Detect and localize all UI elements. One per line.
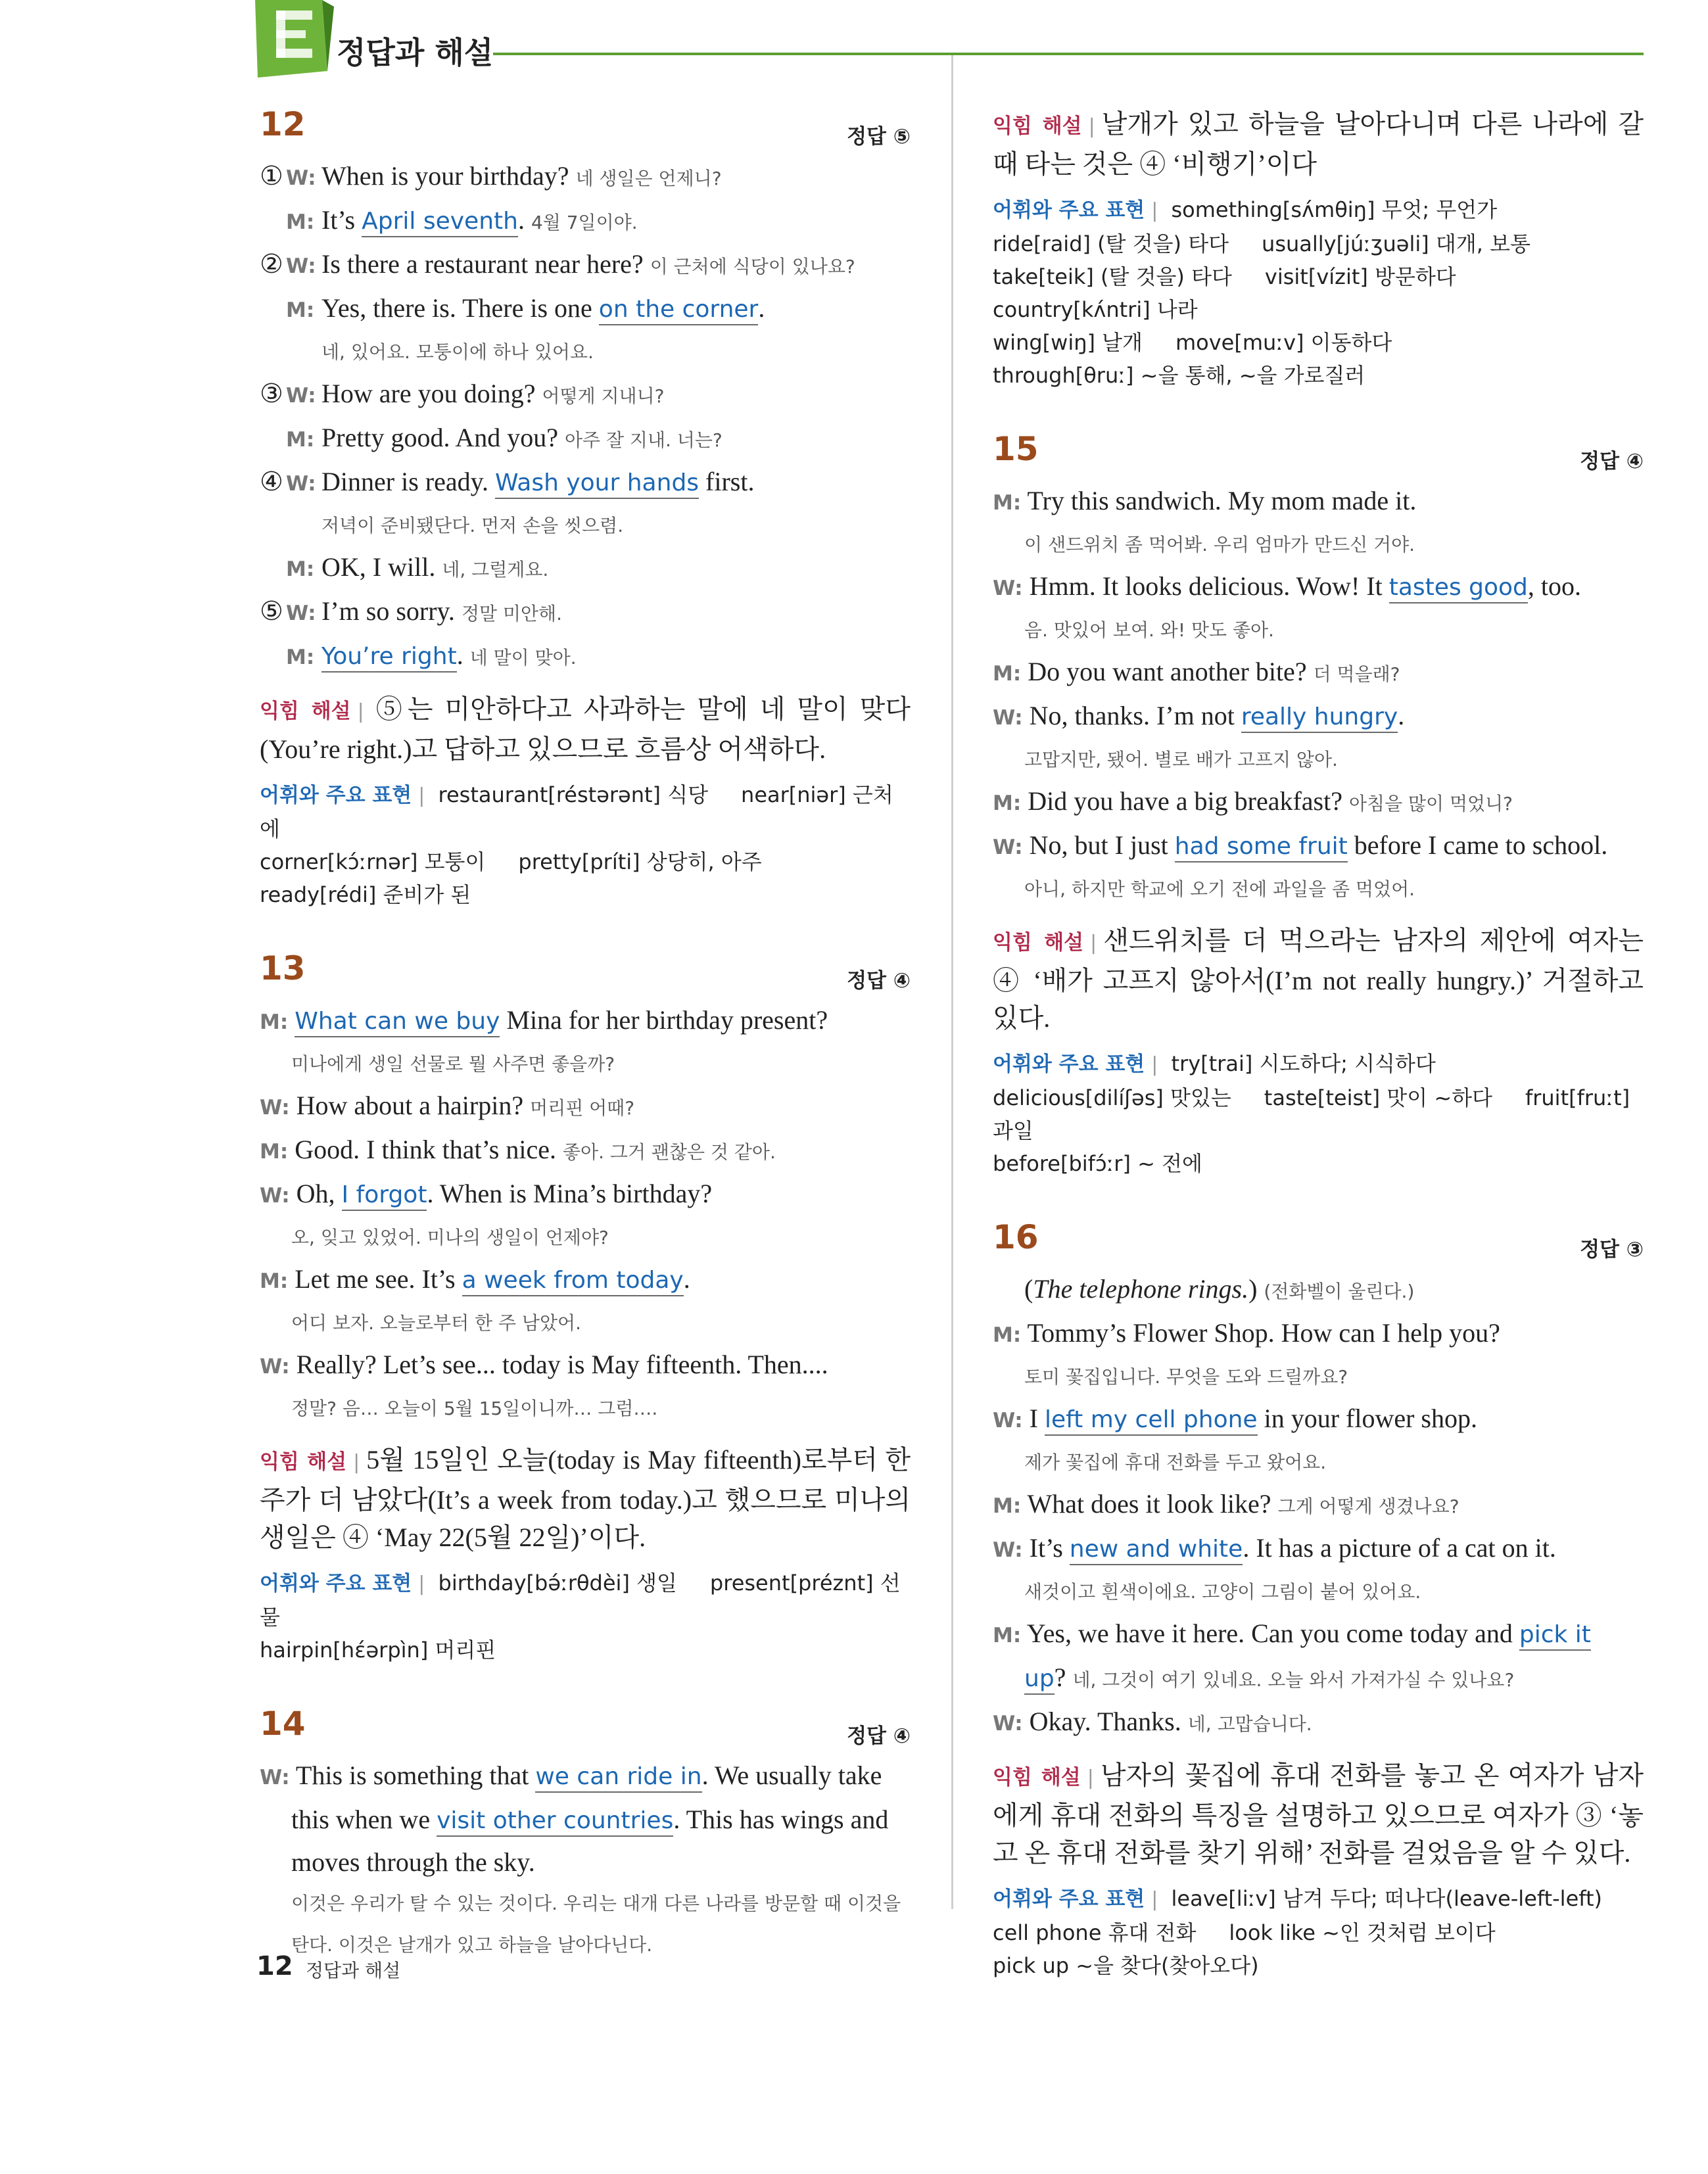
dialogue-line: W: This is something that we can ride in. We usually take bbox=[260, 1755, 911, 1799]
translation: 이것은 우리가 탈 수 있는 것이다. 우리는 대개 다른 나라를 방문할 때 이것을 탄다. 이것은 날개가 있고 하늘을 날아다닌다. bbox=[291, 1893, 901, 1956]
column-divider bbox=[951, 55, 953, 1909]
dialogue-line: W: Oh, I forgot. When is Mina’s birthday? bbox=[260, 1173, 911, 1217]
translation: 저녁이 준비됐단다. 먼저 손을 씻으렴. bbox=[321, 515, 624, 536]
explanation: 익힘 해설 | 5월 15일인 오늘(today is May fifteenth)로부터 한 주가 더 남았다(It’s a week from today.)고 했으므로 미나의 생일은 ④ ‘May 22(5월 22일)’이다. bbox=[260, 1445, 911, 1552]
question-16 bbox=[993, 1218, 1644, 1982]
translation: 새것이고 흰색이에요. 고양이 그림이 붙어 있어요. bbox=[1024, 1581, 1421, 1603]
dialogue-line: M: Did you have a big breakfast? 아침을 많이 먹었니? bbox=[993, 786, 1513, 816]
answer-label: 정답 ⑤ bbox=[847, 125, 911, 149]
dialogue-line: W: Really? Let’s see... today is May fifteenth. Then.... bbox=[260, 1350, 828, 1379]
dialogue-line: M: What can we buy Mina for her birthday present? bbox=[260, 999, 911, 1043]
question-number: 16 bbox=[993, 1218, 1039, 1256]
dialogue-line: W: It’s new and white. It has a picture of a cat on it. bbox=[993, 1527, 1644, 1571]
translation: 어디 보자. 오늘로부터 한 주 남았어. bbox=[291, 1312, 581, 1334]
question-14-continued bbox=[993, 105, 1644, 392]
section-tab-logo bbox=[250, 0, 335, 79]
translation: 토미 꽃집입니다. 무엇을 도와 드릴까요? bbox=[1024, 1366, 1348, 1388]
dialogue-line: W: No, but I just had some fruit before I came to school. bbox=[993, 824, 1644, 868]
dialogue-line: moves through the sky. bbox=[291, 1847, 535, 1877]
question-12 bbox=[260, 105, 911, 911]
header-rule bbox=[493, 53, 1644, 55]
dialogue-line: ④ W: Dinner is ready. Wash your hands first. bbox=[260, 461, 911, 505]
right-column bbox=[993, 105, 1644, 1982]
dialogue-line: M: Tommy’s Flower Shop. How can I help you? bbox=[993, 1318, 1500, 1348]
dialogue-line: M: Let me see. It’s a week from today. bbox=[260, 1258, 911, 1302]
translation: 이 샌드위치 좀 먹어봐. 우리 엄마가 만드신 거야. bbox=[1024, 534, 1415, 555]
dialogue-line: ⑤ W: I’m so sorry. 정말 미안해. bbox=[260, 596, 562, 626]
translation: 음. 맛있어 보여. 와! 맛도 좋아. bbox=[1024, 619, 1274, 641]
footer-title: 정답과 해설 bbox=[306, 1960, 401, 1981]
left-column bbox=[260, 105, 911, 1966]
vocabulary: 어휘와 주요 표현 | something[sʌ́mθiŋ] 무엇; 무언가 ride[raid] (탈 것을) 타다 usually[júːʒuəli] 대개, 보통 take[teik] (탈 것을) 타다 visit[vízit] 방문하다country[kʌ́ntri] 나라 wing[wiŋ] 날개 move[muːv] 이동하다 through[θruː] ~을 통해, ~을 가로질러 bbox=[993, 197, 1530, 388]
answer-label: 정답 ③ bbox=[1580, 1238, 1644, 1262]
dialogue-line: M: It’s April seventh. 4월 7일이야. bbox=[260, 199, 911, 243]
explanation: 익힘 해설 | ⑤는 미안하다고 사과하는 말에 네 말이 맞다(You’re right.)고 답하고 있으므로 흐름상 어색하다. bbox=[260, 694, 911, 764]
translation: 아니, 하지만 학교에 오기 전에 과일을 좀 먹었어. bbox=[1024, 878, 1415, 900]
translation: 정말? 음… 오늘이 5월 15일이니까… 그럼…. bbox=[291, 1398, 658, 1419]
dialogue-line: M: Pretty good. And you? 아주 잘 지내. 너는? bbox=[286, 423, 723, 452]
dialogue-line: ② W: Is there a restaurant near here? 이 근처에 식당이 있나요? bbox=[260, 249, 855, 279]
question-number: 15 bbox=[993, 430, 1039, 468]
answer-label: 정답 ④ bbox=[1580, 450, 1644, 473]
dialogue-line: ① W: When is your birthday? 네 생일은 언제니? bbox=[260, 161, 722, 191]
dialogue-line: W: I left my cell phone in your flower shop. bbox=[993, 1398, 1644, 1442]
explanation: 익힘 해설 | 날개가 있고 하늘을 날아다니며 다른 나라에 갈 때 타는 것은 ④ ‘비행기’이다 bbox=[993, 109, 1644, 179]
dialogue-line: M: OK, I will. 네, 그럴게요. bbox=[286, 552, 549, 582]
translation: 오, 잊고 있었어. 미나의 생일이 언제야? bbox=[291, 1227, 609, 1248]
vocabulary: 어휘와 주요 표현 | birthday[bə́ːrθdèi] 생일 present[préznt] 선물 hairpin[hɛ́ərpìn] 머리핀 bbox=[260, 1571, 901, 1663]
dialogue-line: M: Try this sandwich. My mom made it. bbox=[993, 486, 1417, 515]
vocabulary: 어휘와 주요 표현 | try[trai] 시도하다; 시식하다 delicious[dilíʃəs] 맛있는 taste[teist] 맛이 ~하다 fruit[fruːt] 과일 before[bifɔ́ːr] ~ 전에 bbox=[993, 1051, 1630, 1176]
question-number: 14 bbox=[260, 1705, 306, 1743]
explanation: 익힘 해설 | 샌드위치를 더 먹으라는 남자의 제안에 여자는 ④ ‘배가 고프지 않아서(I’m not really hungry.)’ 거절하고 있다. bbox=[993, 926, 1644, 1033]
answer-label: 정답 ④ bbox=[847, 969, 911, 993]
dialogue-line: W: Okay. Thanks. 네, 고맙습니다. bbox=[993, 1707, 1312, 1736]
dialogue-line: M: Do you want another bite? 더 먹을래? bbox=[993, 657, 1400, 686]
dialogue-line: up? 네, 그것이 여기 있네요. 오늘 와서 가져가실 수 있나요? bbox=[1024, 1657, 1644, 1701]
vocabulary: 어휘와 주요 표현 | restaurant[réstərənt] 식당 near[niər] 근처에 corner[kɔ́ːrnər] 모퉁이 pretty[príti] 상당히, 아주 ready[rédi] 준비가 된 bbox=[260, 782, 893, 907]
translation: 고맙지만, 됐어. 별로 배가 고프지 않아. bbox=[1024, 749, 1338, 770]
header-title: 정답과 해설 bbox=[337, 35, 494, 70]
dialogue-line: M: Yes, there is. There is one on the corner. bbox=[260, 287, 911, 331]
stage-direction: (The telephone rings.) (전화벨이 울린다.) bbox=[1024, 1274, 1415, 1304]
question-number: 13 bbox=[260, 949, 306, 987]
question-number: 12 bbox=[260, 105, 306, 143]
page-number: 12 bbox=[256, 1951, 293, 1981]
dialogue-line: ③ W: How are you doing? 어떻게 지내니? bbox=[260, 379, 665, 408]
page-header bbox=[0, 0, 1708, 85]
dialogue-line: M: Yes, we have it here. Can you come today and pick it bbox=[993, 1613, 1644, 1657]
vocabulary: 어휘와 주요 표현 | leave[liːv] 남겨 두다; 떠나다(leave-left-left) cell phone 휴대 전화 look like ~인 것처럼 보이다 pick up ~을 찾다(찾아오다) bbox=[993, 1886, 1602, 1978]
explanation: 익힘 해설 | 남자의 꽃집에 휴대 전화를 놓고 온 여자가 남자에게 휴대 전화의 특징을 설명하고 있으므로 여자가 ③ ‘놓고 온 휴대 전화를 찾기 위해’ 전화를 걸었음을 알 수 있다. bbox=[993, 1760, 1644, 1868]
question-13 bbox=[260, 949, 911, 1666]
question-14 bbox=[260, 1705, 911, 1966]
dialogue-line: this when we visit other countries. This has wings and bbox=[291, 1799, 911, 1841]
dialogue-line: W: Hmm. It looks delicious. Wow! It tastes good, too. bbox=[993, 565, 1644, 609]
dialogue-line: W: No, thanks. I’m not really hungry. bbox=[993, 695, 1644, 739]
dialogue-line: M: You’re right. 네 말이 맞아. bbox=[260, 634, 911, 678]
dialogue-line: W: How about a hairpin? 머리핀 어때? bbox=[260, 1091, 635, 1120]
translation: 제가 꽃집에 휴대 전화를 두고 왔어요. bbox=[1024, 1452, 1327, 1473]
dialogue-line: M: Good. I think that’s nice. 좋아. 그거 괜찮은 것 같아. bbox=[260, 1135, 776, 1164]
dialogue-line: M: What does it look like? 그게 어떻게 생겼나요? bbox=[993, 1489, 1459, 1519]
question-15 bbox=[993, 430, 1644, 1180]
translation: 네, 있어요. 모퉁이에 하나 있어요. bbox=[321, 341, 594, 363]
answer-label: 정답 ④ bbox=[847, 1724, 911, 1748]
translation: 미나에게 생일 선물로 뭘 사주면 좋을까? bbox=[291, 1053, 615, 1075]
